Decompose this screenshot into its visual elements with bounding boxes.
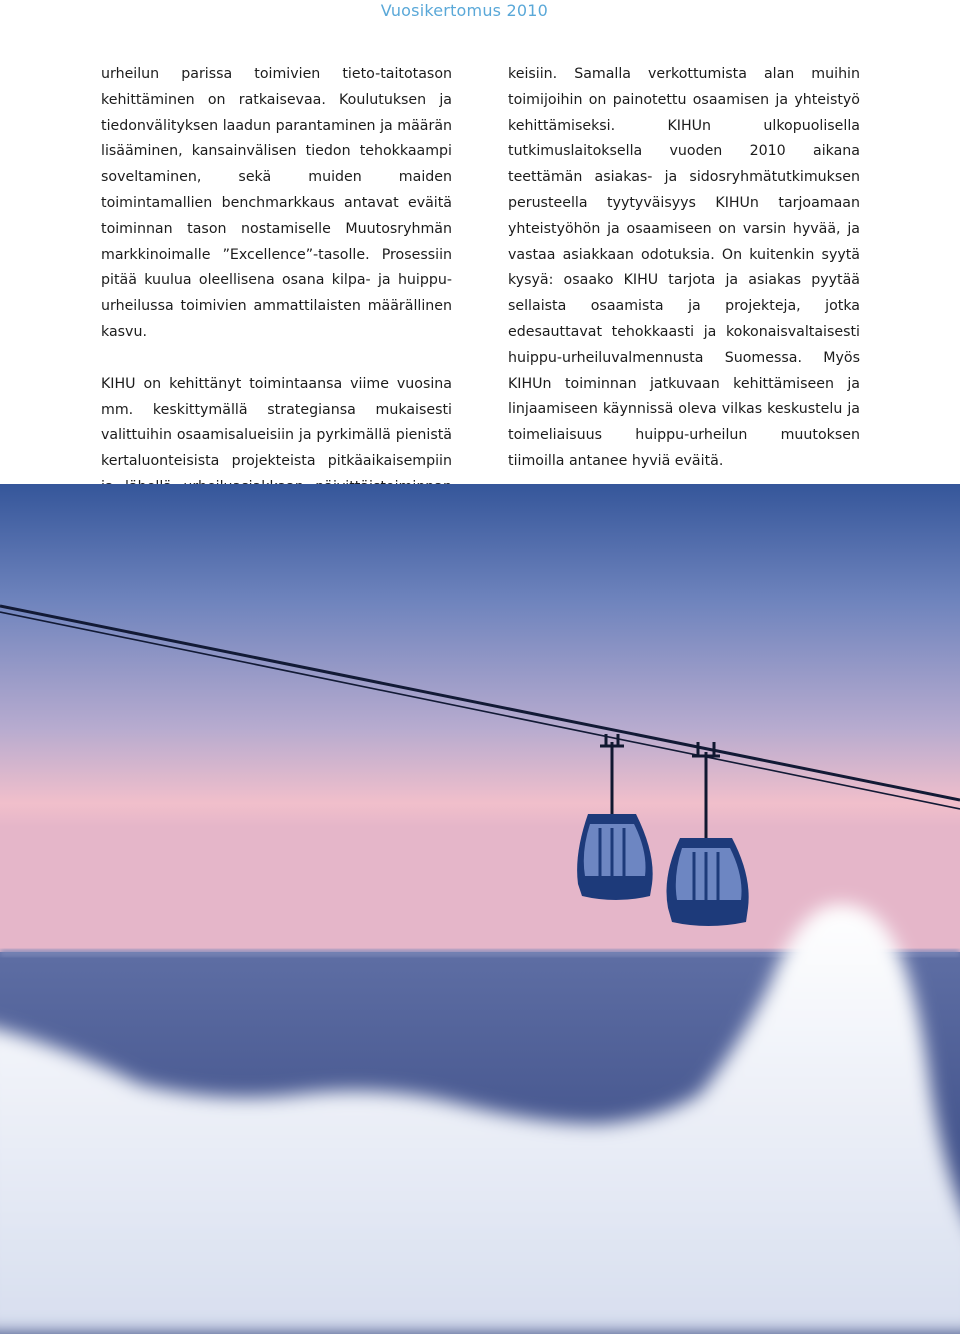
left-paragraph-2: KIHU on kehittänyt toimintaansa viime vuosina mm. keskittymällä strategiansa mukaisesti valittuihin osaamisalueisiin ja pyrkimällä pienistä kertaluonteisista projekteista pitkäaikaisempiin [101, 375, 452, 470]
right-paragraph-1: keisiin. Samalla verkottumista alan muihin toimijoihin on painotettu osaamisen ja yhteistyö kehittämiseksi. KIHUn ulkopuolisella tutkimuslaitoksella vuoden 2010 aikana teettämän asiakas- ja sidosryhmätutkimuksen perusteella tyytyväisyys KIHUn tarjoamaan yhteistyöhön ja osaamiseen on varsin hyvää, ja vastaa asiakkaan odotuksia. On kuitenkin syytä kysyä: osaako KIHU tarjota ja asiakas pyytää sellaista osaamista ja projekteja, jotka edesauttavat tehokkaasti ja kokonaisvaltaisesti huippu-urheiluvalmennusta Suomessa. Myös KIHUn toiminnan jatkuvaan kehittämiseen ja linjaamiseen käynnissä oleva vilkas keskustelu ja toimeliaisuus huippu-urheilun muutoksen tiimoilla antanee hyviä eväitä. [508, 66, 860, 469]
paragraph-gap [101, 346, 452, 372]
right-column [508, 62, 860, 475]
left-column [101, 62, 452, 527]
running-header: Vuosikertomus 2010 [380, 1, 548, 20]
gondola-lift-photo [0, 484, 960, 1334]
left-paragraph-1: urheilun parissa toimivien tieto-taitotason kehittäminen on ratkaisevaa. Koulutuksen ja tiedonvälityksen laadun parantaminen ja määrän lisääminen, kansainvälisen tiedon tehokkaampi soveltaminen, sekä muiden maiden toimintamallien benchmarkkaus antavat eväitä toiminnan tason nostamiselle Muutosryhmän markkinoimalle ”Excellence”-tasolle. Prosessiin pitää kuulua oleellisena osana kilpa- ja huippu-urheilussa toimivien ammattilaisten määrällinen kasvu. [101, 66, 452, 340]
sky [0, 484, 960, 954]
